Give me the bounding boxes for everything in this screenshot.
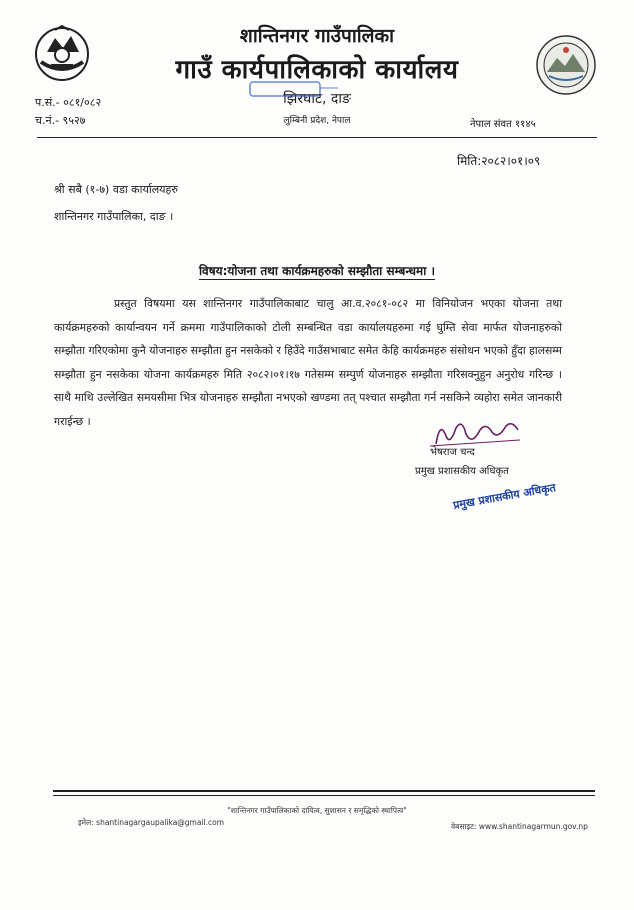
province-text: लुम्बिनी प्रदेश, नेपाल (283, 116, 351, 126)
letter-body: प्रस्तुत विषयमा यस शान्तिनगर गाउँपालिकाबाट चालु आ.व.२०८१-०८२ मा विनियोजन भएका योजना तथा कार्यक्रमहरुको कार्यान्वयन गर्ने क्रममा गाउँपालिकाको टोली सम्बन्धित वडा कार्यालयहरुमा गई घुम्ति सेवा मार्फत योजनाहरुको सम्झौता गरिएकोमा कुनै योजनाहरु सम्झौता हुन नसकेको र हिउँदे गाउँसभाबाट समेत केहि कार्यक्रमहरु संसोधन भएको हुँदा हालसम्म सम्झौता हुन नसकेका योजना कार्यक्रमहरु मिति २०८२।०१।१७ गतेसम्म सम्पुर्ण योजनाहरु सम्झौता गरिसक्नुहुन अनुरोध गरिन्छ । साथै माथि उल्लेखित समयसीमा भित्र योजनाहरु सम्झौता नभएको खण्डमा तत् पश्चात सम्झौता गर्न नसकिने व्यहोरा समेत जानकारी गराईन्छ । (54, 297, 562, 428)
nepal-samvat: नेपाल संवत ११४५ (470, 119, 536, 130)
patra-sankhya: प.सं.- ०८१/०८२ (35, 96, 102, 109)
office-name: गाउँ कार्यपालिकाको कार्यालय (175, 55, 459, 85)
letter-date: मिति:२०८२।०१।०९ (457, 154, 541, 168)
footer-website[interactable]: वेबसाइट: www.shantinagarmun.gov.np (451, 822, 588, 831)
footer-motto: "शान्तिनगर गाउँपालिकाको दायित्व, सुशासन र समृद्धिको स्थापित्व" (227, 806, 407, 815)
header-divider (37, 137, 597, 138)
footer-email[interactable]: इमेल: shantinagargaupalika@gmail.com (78, 818, 225, 827)
recipient-line-1: श्री सबै (१-७) वडा कार्यालयहरु (54, 183, 178, 196)
signatory-name: भेषराज चन्द (430, 447, 475, 458)
signatory-title: प्रमुख प्रशासकीय अधिकृत (415, 466, 509, 477)
official-stamp-icon (240, 68, 370, 102)
subject-line (0, 262, 634, 279)
recipient-line-2: शान्तिनगर गाउँपालिका, दाङ । (54, 210, 174, 223)
subject-text: विषय:योजना तथा कार्यक्रमहरुको सम्झौता सम्बन्धमा । (198, 264, 436, 278)
municipality-name: शान्तिनगर गाउँपालिका (239, 25, 395, 47)
footer-divider-thin (53, 795, 595, 796)
designation-stamp-icon (448, 474, 560, 514)
footer-divider-thick (53, 790, 595, 792)
chalani-number: च.नं.- ९५२७ (35, 114, 86, 127)
office-location: झिरघाट, दाङ (283, 91, 351, 107)
stamp-text: प्रमुख प्रशासकीय अधिकृत (452, 481, 557, 512)
